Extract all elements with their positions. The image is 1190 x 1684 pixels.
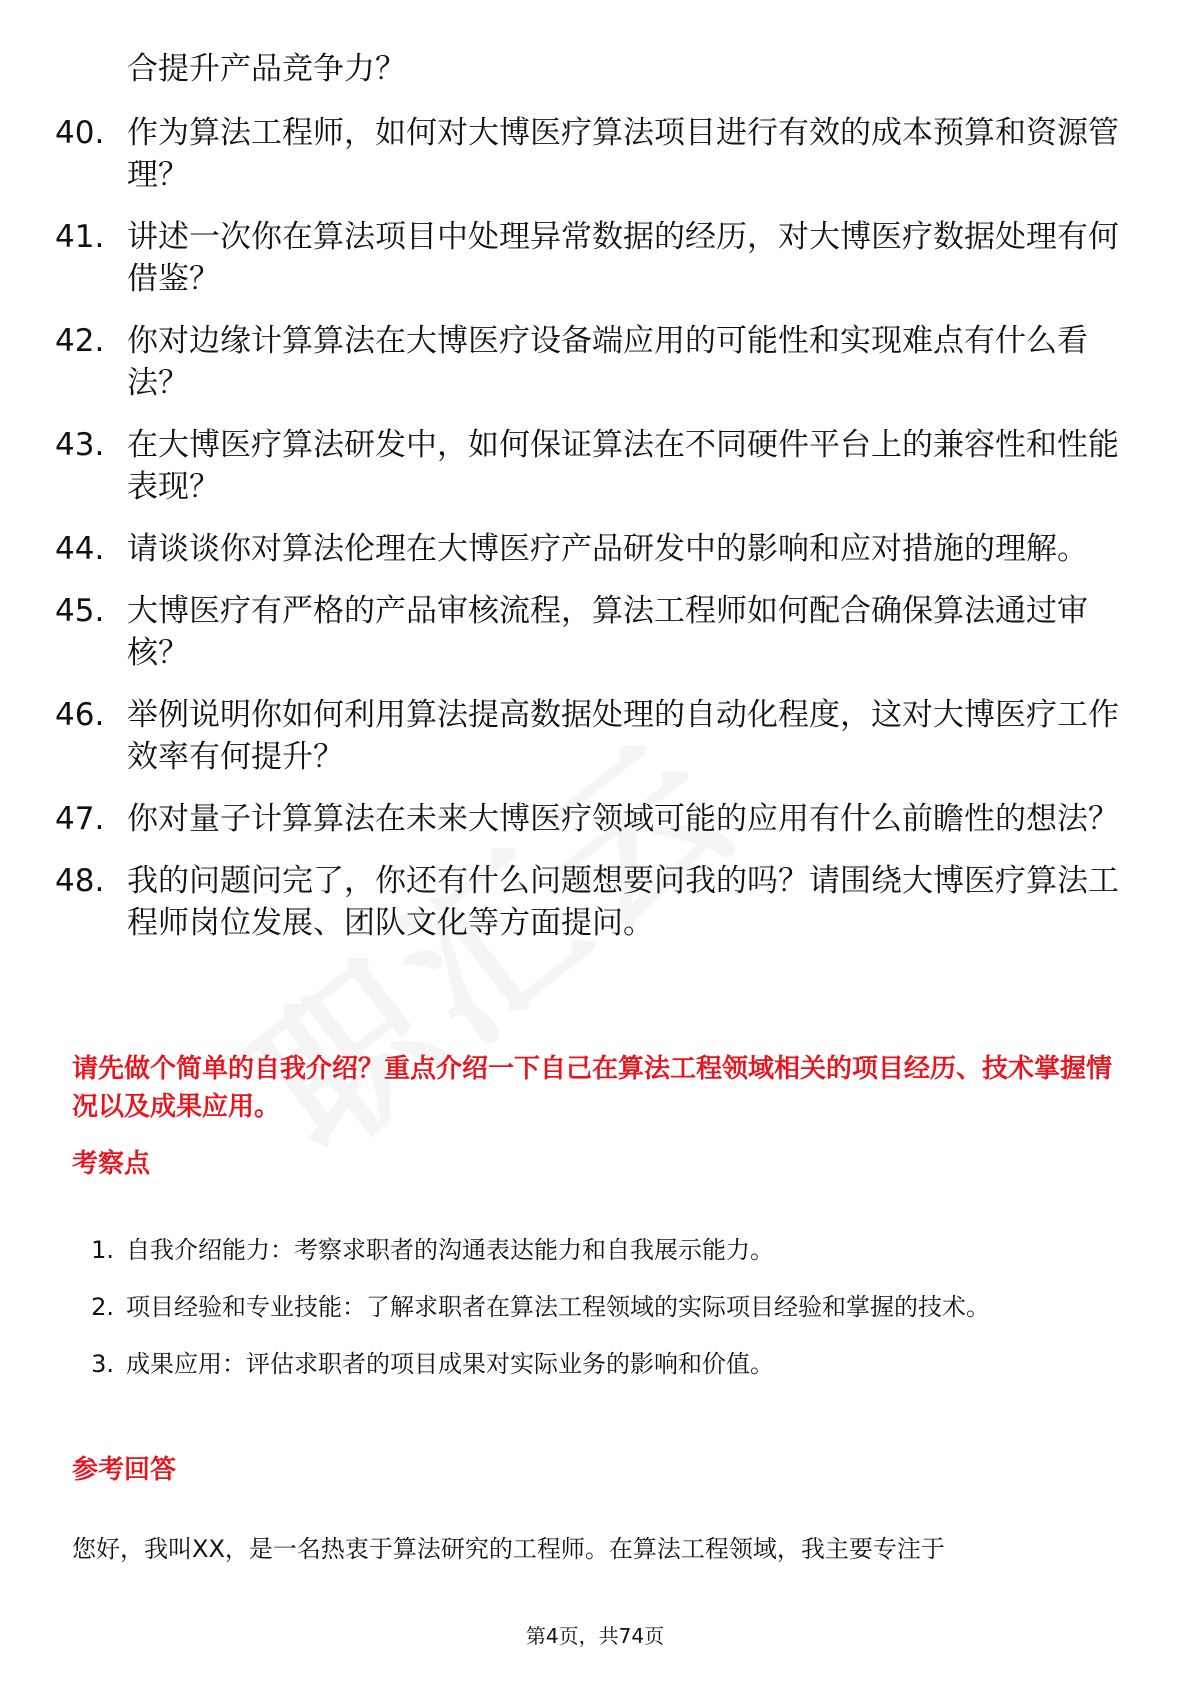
list-item bbox=[55, 694, 1130, 778]
list-item bbox=[55, 528, 1130, 570]
question-number: 46. bbox=[55, 697, 105, 733]
question-heading: 请先做个简单的自我介绍？重点介绍一下自己在算法工程领域相关的项目经历、技术掌握情况以及成果应用。 bbox=[72, 1054, 1113, 1122]
question-list bbox=[55, 112, 1130, 964]
question-number: 41. bbox=[55, 219, 105, 255]
section-title-reference-answer: 参考回答 bbox=[72, 1455, 177, 1485]
question-number: 45. bbox=[55, 593, 105, 629]
question-number: 44. bbox=[55, 531, 105, 567]
list-item bbox=[55, 424, 1130, 508]
list-item bbox=[72, 1222, 1132, 1279]
section-title-exam-points: 考察点 bbox=[72, 1149, 151, 1179]
list-item bbox=[55, 216, 1130, 300]
question-text: 你对量子计算算法在未来大博医疗领域可能的应用有什么前瞻性的想法？ bbox=[127, 801, 1119, 837]
list-item bbox=[72, 1279, 1132, 1336]
question-number: 48. bbox=[55, 863, 105, 899]
point-text: 自我介绍能力：考察求职者的沟通表达能力和自我展示能力。 bbox=[126, 1236, 774, 1264]
question-text: 大博医疗有严格的产品审核流程，算法工程师如何配合确保算法通过审核？ bbox=[127, 593, 1088, 671]
question-text: 举例说明你如何利用算法提高数据处理的自动化程度，这对大博医疗工作效率有何提升？ bbox=[127, 697, 1119, 775]
point-number: 3. bbox=[91, 1350, 114, 1378]
question-number: 40. bbox=[55, 115, 105, 151]
question-text: 我的问题问完了，你还有什么问题想要问我的吗？请围绕大博医疗算法工程师岗位发展、团队文化等方面提问。 bbox=[127, 863, 1119, 941]
question-text: 作为算法工程师，如何对大博医疗算法项目进行有效的成本预算和资源管理？ bbox=[127, 115, 1119, 193]
question-text: 请谈谈你对算法伦理在大博医疗产品研发中的影响和应对措施的理解。 bbox=[127, 531, 1088, 567]
question-text: 在大博医疗算法研发中，如何保证算法在不同硬件平台上的兼容性和性能表现？ bbox=[127, 427, 1119, 505]
answer-paragraph: 您好，我叫XX，是一名热衷于算法研究的工程师。在算法工程领域，我主要专注于 bbox=[72, 1535, 945, 1563]
question-text: 讲述一次你在算法项目中处理异常数据的经历，对大博医疗数据处理有何借鉴？ bbox=[127, 219, 1119, 297]
question-text: 你对边缘计算算法在大博医疗设备端应用的可能性和实现难点有什么看法？ bbox=[127, 323, 1088, 401]
point-text: 项目经验和专业技能：了解求职者在算法工程领域的实际项目经验和掌握的技术。 bbox=[126, 1293, 990, 1321]
exam-points-list bbox=[72, 1222, 1132, 1393]
list-item bbox=[55, 320, 1130, 404]
page-footer: 第4页，共74页 bbox=[525, 1624, 665, 1648]
list-item bbox=[55, 112, 1130, 196]
list-item bbox=[55, 798, 1130, 840]
point-text: 成果应用：评估求职者的项目成果对实际业务的影响和价值。 bbox=[126, 1350, 774, 1378]
point-number: 1. bbox=[91, 1236, 114, 1264]
question-number: 47. bbox=[55, 801, 105, 837]
list-item bbox=[55, 860, 1130, 944]
question-number: 43. bbox=[55, 427, 105, 463]
question-continuation: 合提升产品竞争力？ bbox=[127, 51, 406, 87]
list-item bbox=[72, 1336, 1132, 1393]
point-number: 2. bbox=[91, 1293, 114, 1321]
list-item bbox=[55, 590, 1130, 674]
question-number: 42. bbox=[55, 323, 105, 359]
